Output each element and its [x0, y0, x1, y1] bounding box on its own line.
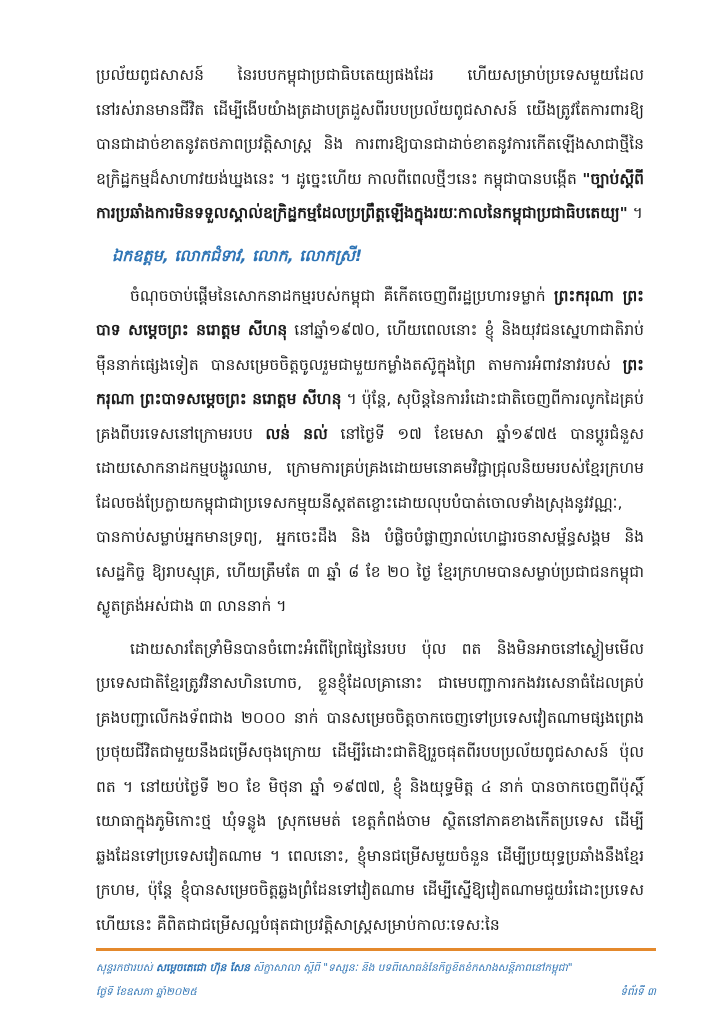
paragraph-2-text-a: ចំណុចចាប់ផ្តើមនៃសោកនាដកម្មរបស់កម្ពុជា គឺកើតចេញពីរដ្ឋប្រហារទម្លាក់ — [130, 286, 555, 305]
king-name-2: ព្រះករុណា ព្រះបាទសម្តេចព្រះ នរោត្តម សីហនុ — [96, 355, 644, 408]
footer-speech-prefix: សុន្ទរកថារបស់ — [96, 962, 156, 974]
footer-date: ថ្ងៃទី ខែឧសភា ឆ្នាំ២០២៥ — [96, 986, 197, 998]
king-name-1: ព្រះករុណា ព្រះបាទ សម្តេចព្រះ នរោត្តម សីហនុ — [96, 286, 644, 339]
salutation: ឯកឧត្តម, លោកជំទាវ, លោក, លោកស្រី! — [112, 245, 363, 265]
footer-seminar-title: សិក្ខាសាលា ស្តីពី "ទស្សនៈ និង បទពិសោធន៍នៃកិច្ចខិតខំកសាងសន្តិភាពនៅកម្ពុជា" — [249, 962, 573, 974]
paragraph-3: ដោយសារតែទ្រាំមិនបានចំពោះអំពើព្រៃផ្សៃនៃរបប ប៉ុល ពត និងមិនអាចនៅស្ងៀមមើលប្រទេសជាតិខ្មែរត្រូវវិនាសហិនហោច, ខ្លួនខ្ញុំដែលគ្រានោះ ជាមេបញ្ជាការកងវរសេនាធំដែលគ្រប់គ្រងបញ្ជាលើកងទ័ពជាង ២០០០ នាក់ បានសម្រេចចិត្តចាកចេញទៅប្រទេសវៀតណាមផ្សងព្រេងប្រថុយជីវិតជាមួយនឹងជម្រើសចុងក្រោយ ដើម្បីរំដោះជាតិឱ្យរួចផុតពីរបបប្រល័យពូជសាសន៍ ប៉ុល ពត ។ នៅយប់ថ្ងៃទី ២០ ខែ មិថុនា ឆ្នាំ ១៩៧៧, ខ្ញុំ និងយុទ្ធមិត្ត ៤ នាក់ បានចាកចេញពីប៉ុស្តិ៍យោធាក្នុងភូមិកោះថ្ម ឃុំទន្លូង ស្រុកមេមត់ ខេត្តកំពង់ចាម ស្ថិតនៅភាគខាងកើតប្រទេស ដើម្បីឆ្លងដែនទៅប្រទេសវៀតណាម ។ ពេលនោះ, ខ្ញុំមានជម្រើសមួយចំនួន ដើម្បីប្រយុទ្ធប្រឆាំងនឹងខ្មែរក្រហម, ប៉ុន្តែ ខ្ញុំបានសម្រេចចិត្តឆ្លងព្រំដែនទៅវៀតណាម ដើម្បីស្នើឱ្យវៀតណាមជួយរំដោះប្រទេស ហើយនេះ គឺពិតជាជម្រើសល្អបំផុតជាប្រវត្តិសាស្ត្រសម្រាប់កាលៈទេសៈនៃ — [96, 639, 644, 934]
body-content — [96, 58, 644, 950]
footer-speaker-name: សម្តេចតេជោ ហ៊ុន សែន — [156, 962, 250, 974]
paragraph-1 — [96, 58, 644, 231]
footer-divider — [96, 948, 656, 951]
paragraph-2-text-d: ។ ប៉ុន្តែ, សុបិន្តនៃការរំដោះជាតិចេញពីការលូកដៃគ្រប់គ្រងពីបរទេសនៅក្រោមរបប — [96, 390, 644, 443]
paragraph-2-text-e: នៅថ្ងៃទី ១៧ ខែមេសា ឆ្នាំ១៩៧៥ បានប្តូរជំនួសដោយសោកនាដកម្មបង្ហូរឈាម, ក្រោមការគ្រប់គ្រងដោយមនោគមវិជ្ជាជ្រុលនិយមរបស់ខ្មែរក្រហម ដែលចង់ប្រែក្លាយកម្ពុជាជាប្រទេសកម្មុយនីស្តឥតខ្ចោះដោយលុបបំបាត់ចោលទាំងស្រុងនូវវណ្ណៈ, បានកាប់សម្លាប់អ្នកមានទ្រព្យ, អ្នកចេះដឹង និង បំផ្លិចបំផ្លាញរាល់ហេដ្ឋារចនាសម្ព័ន្ធសង្គម និងសេដ្ឋកិច្ច ឱ្យរាបស្មុគ្រ, ហើយត្រឹមតែ ៣ ឆ្នាំ ៨ ខែ ២០ ថ្ងៃ ខ្មែរក្រហមបានសម្លាប់ប្រជាជនកម្ពុជាស្លូតត្រង់អស់ជាង ៣ លាននាក់ ។ — [96, 424, 644, 615]
paragraph-1-end: ។ — [627, 204, 643, 222]
paragraph-1-text: ប្រល័យពូជសាសន៍ នៃរបបកម្ពុជាប្រជាធិបតេយ្យផងដែរ ហើយសម្រាប់ប្រទេសមួយដែលនៅរស់រានមានជីវិត ដើម្បីងើបយំាងត្រដាបត្រដួសពីរបបប្រល័យពូជសាសន៍ យើងត្រូវតែការពារឱ្យបានជាដាច់ខាតនូវតថភាពប្រវត្តិសាស្ត្រ និង ការពារឱ្យបានជាដាច់ខាតនូវការកើតឡើងសាជាថ្មីនៃឧក្រិដ្ឋកម្មដ៏សាហាវយង់ឃ្នងនេះ ។ ដូច្នេះហើយ កាលពីពេលថ្មីៗនេះ កម្ពុជាបានបង្កើត — [96, 66, 644, 188]
paragraph-2-text-c: នៅឆ្នាំ១៩៧០, ហើយពេលនោះ ខ្ញុំ និងយុវជនស្នេហាជាតិរាប់ម៉ឺននាក់ផ្សេងទៀត បានសម្រេចចិត្តចូលរួមជាមួយកម្លាំងតស៊ូក្នុងព្រៃ តាមការអំពាវនាវរបស់ — [96, 321, 644, 374]
regime-name: លន់ នល់ — [265, 424, 328, 443]
page-number: ទំព័រទី ៣ — [620, 986, 656, 998]
footer-speech-title — [96, 962, 656, 977]
law-title: "ច្បាប់ស្តីពី ការប្រឆាំងការមិនទទួលស្គាល់ឧក្រិដ្ឋកម្មដែលប្រព្រឹត្តឡើងក្នុងរយៈកាលនៃកម្ពុជាប្រជាធិបតេយ្យ" — [96, 169, 644, 222]
paragraph-2 — [96, 279, 644, 624]
